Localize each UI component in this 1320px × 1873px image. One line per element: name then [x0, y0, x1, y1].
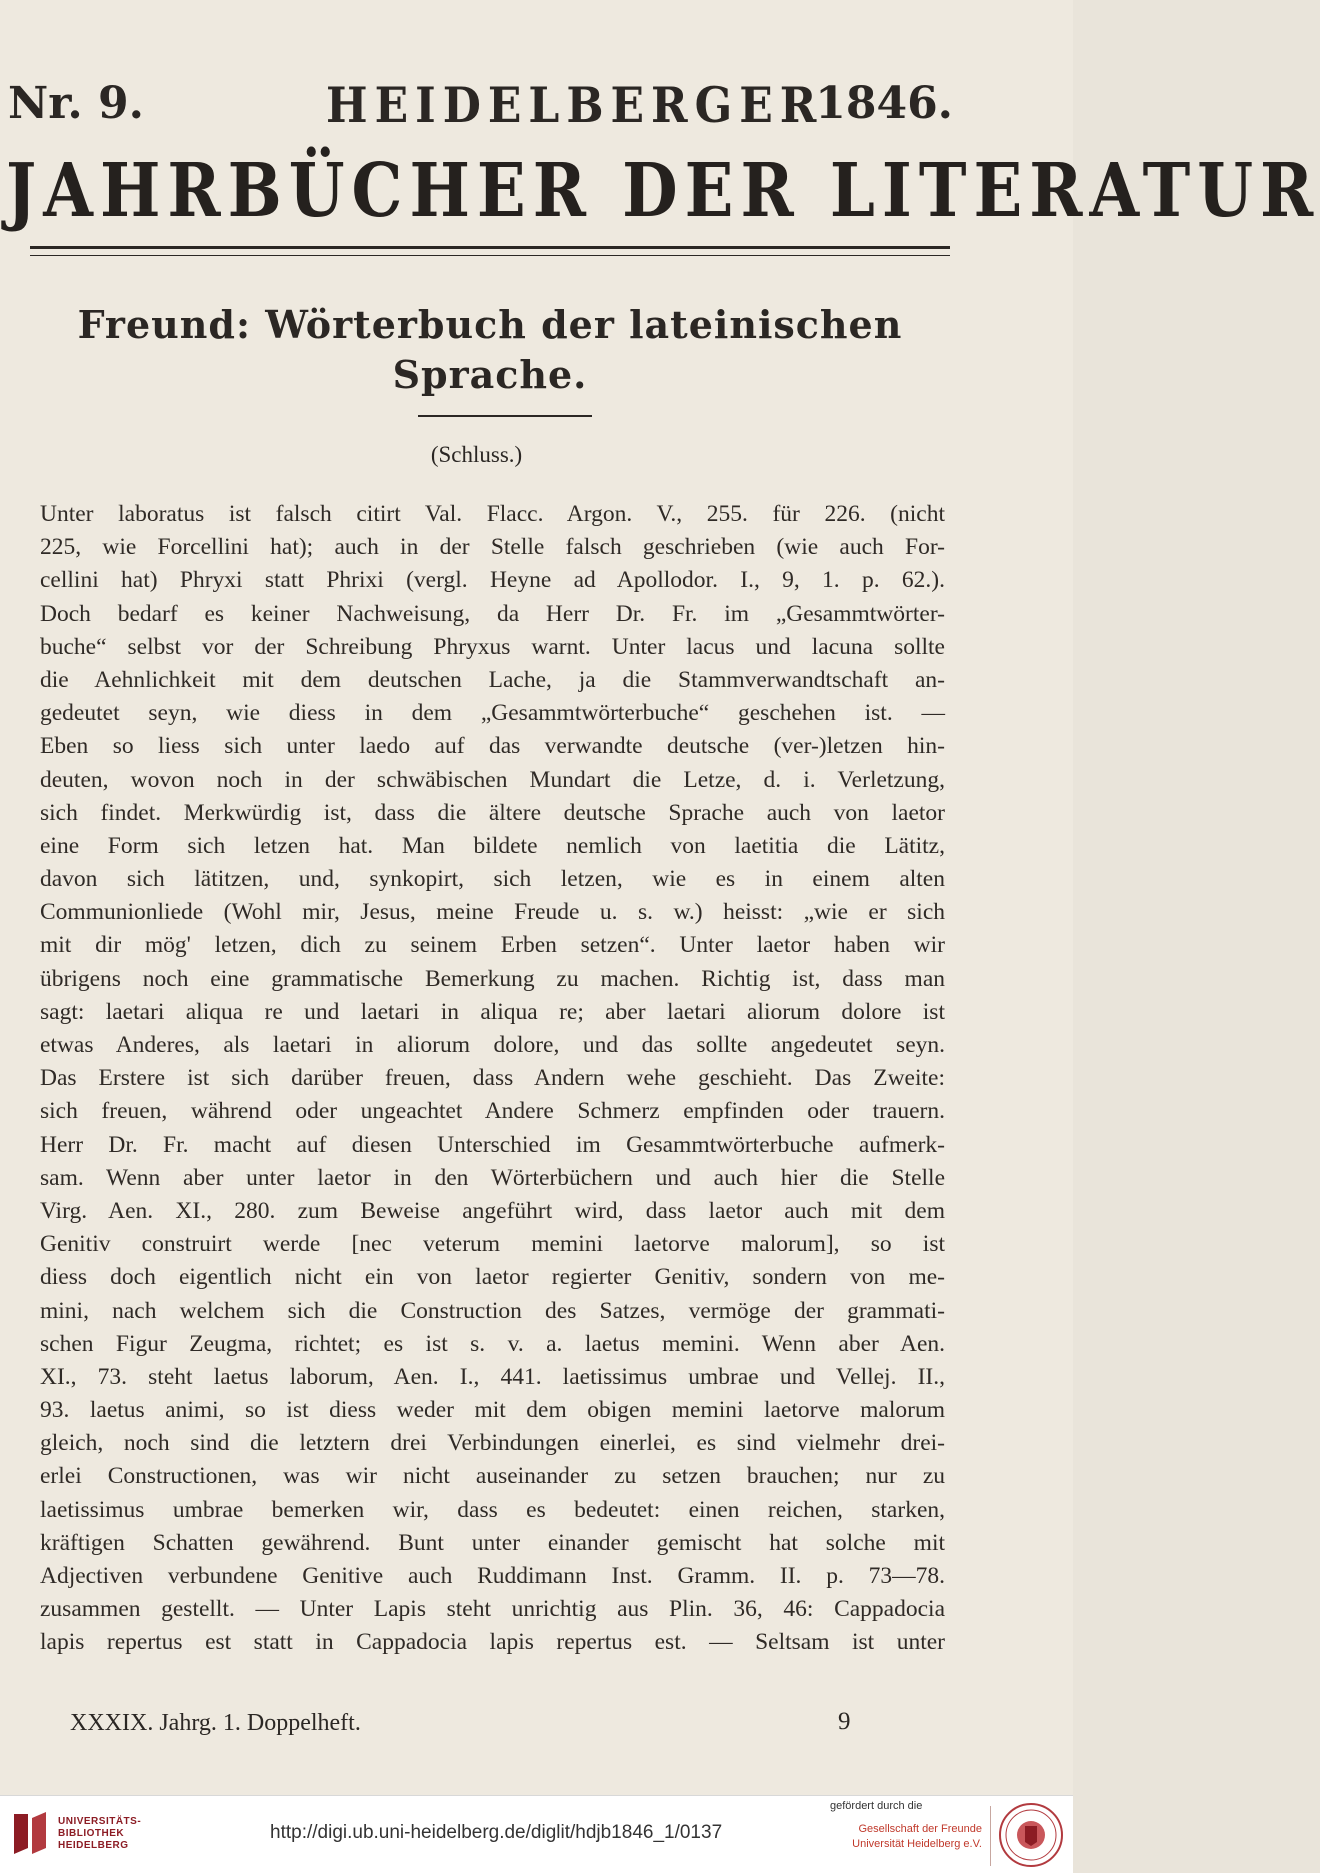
double-rule-divider — [30, 246, 950, 256]
text-line: sich findet. Merkwürdig ist, dass die ältere deutsche Sprache auch von laetor — [40, 799, 945, 826]
text-line: die Aehnlichkeit mit dem deutschen Lache, ja die Stammverwandtschaft an- — [40, 666, 945, 693]
text-line: Herr Dr. Fr. macht auf diesen Unterschied im Gesammtwörterbuche aufmerk- — [40, 1131, 945, 1158]
text-line: 225, wie Forcellini hat); auch in der Stelle falsch geschrieben (wie auch For- — [40, 534, 945, 561]
text-line: Das Erstere ist sich darüber freuen, dass Andern wehe geschieht. Das Zweite: — [40, 1065, 945, 1092]
article-title-line2: Sprache. — [392, 352, 588, 397]
text-line: gleich, noch sind die letztern drei Verbindungen einerlei, es sind vielmehr drei- — [40, 1430, 945, 1457]
text-line: Eben so liess sich unter laedo auf das verwandte deutsche (ver-)letzen hin- — [40, 733, 945, 760]
journal-name: HEIDELBERGER — [326, 78, 824, 135]
text-line: diess doch eigentlich nicht ein von laetor regierter Genitiv, sondern von me- — [40, 1264, 945, 1291]
text-line: Genitiv construirt werde [nec veterum memini laetorve malorum], so ist — [40, 1231, 945, 1258]
text-line: lapis repertus est statt in Cappadocia lapis repertus est. — Seltsam ist unter — [40, 1629, 945, 1656]
permalink-url[interactable]: http://digi.ub.uni-heidelberg.de/diglit/hdjb1846_1/0137 — [270, 1822, 723, 1843]
issue-year: 1846. — [815, 78, 953, 129]
text-line: übrigens noch eine grammatische Bemerkung zu machen. Richtig ist, dass man — [40, 965, 945, 992]
issue-number: Nr. 9. — [8, 78, 144, 129]
text-line: laetissimus umbrae bemerken wir, dass es bedeutet: einen reichen, starken, — [40, 1496, 945, 1523]
text-line: XI., 73. steht laetus laborum, Aen. I., 441. laetissimus umbrae und Vellej. II., — [40, 1363, 945, 1390]
text-line: mini, nach welchem sich die Construction des Satzes, vermöge der grammati- — [40, 1297, 945, 1324]
society-name: Gesellschaft der Freunde Universität Heidelberg e.V. — [852, 1823, 982, 1850]
library-name: UNIVERSITÄTS- BIBLIOTHEK HEIDELBERG — [58, 1816, 142, 1851]
signature-line: XXXIX. Jahrg. 1. Doppelheft. — [70, 1710, 361, 1736]
text-line: Unter laboratus ist falsch citirt Val. Flacc. Argon. V., 255. für 226. (nicht — [40, 501, 945, 527]
text-line: erlei Constructionen, was wir nicht auseinander zu setzen brauchen; nur zu — [40, 1463, 945, 1490]
text-line: Doch bedarf es keiner Nachweisung, da Herr Dr. Fr. im „Gesammtwörter- — [40, 600, 945, 627]
text-line: buche“ selbst vor der Schreibung Phryxus warnt. Unter lacus und lacuna sollte — [40, 633, 945, 660]
text-line: Adjectiven verbundene Genitive auch Ruddimann Inst. Gramm. II. p. 73—78. — [40, 1563, 945, 1589]
signature-number: 9 — [838, 1708, 851, 1735]
text-line: sich freuen, während oder ungeachtet Andere Schmerz empfinden oder trauern. — [40, 1098, 945, 1125]
text-line: deuten, wovon noch in der schwäbischen Mundart die Letze, d. i. Verletzung, — [40, 766, 945, 793]
library-logo-icon — [10, 1808, 50, 1860]
text-line: cellini hat) Phryxi statt Phrixi (vergl. Heyne ad Apollodor. I., 9, 1. p. 62.). — [40, 567, 945, 594]
journal-title: JAHRBÜCHER DER LITERATUR — [6, 148, 1320, 235]
text-line: Virg. Aen. XI., 280. zum Beweise angeführt wird, dass laetor auch mit dem — [40, 1197, 945, 1224]
text-line: etwas Anderes, als laetari in aliorum dolore, und das sollte angedeutet seyn. — [40, 1032, 945, 1058]
text-line: sagt: laetari aliqua re und laetari in aliqua re; aber laetari aliorum dolore ist — [40, 998, 945, 1025]
text-line: davon sich lätitzen, und, synkopirt, sich letzen, wie es in einem alten — [40, 866, 945, 893]
text-line: Communionliede (Wohl mir, Jesus, meine Freude u. s. w.) heisst: „wie er sich — [40, 899, 945, 926]
university-seal-icon — [998, 1802, 1064, 1868]
article-body — [40, 498, 945, 1660]
text-line: 93. laetus animi, so ist diess weder mit dem obigen memini laetorve malorum — [40, 1397, 945, 1424]
supported-by-label: gefördert durch die — [830, 1800, 923, 1812]
text-line: zusammen gestellt. — Unter Lapis steht unrichtig aus Plin. 36, 46: Cappadocia — [40, 1596, 945, 1623]
text-line: mit dir mög' letzen, dich zu seinem Erben setzen“. Unter laetor haben wir — [40, 932, 945, 959]
short-rule-divider — [418, 415, 592, 417]
article-title-line1: Freund: Wörterbuch der lateinischen — [77, 302, 903, 347]
article-subtitle: (Schluss.) — [430, 442, 523, 467]
text-line: schen Figur Zeugma, richtet; es ist s. v. a. laetus memini. Wenn aber Aen. — [40, 1330, 945, 1357]
article-title — [40, 300, 940, 400]
text-line: kräftigen Schatten gewährend. Bunt unter einander gemischt hat solche mit — [40, 1529, 945, 1556]
footer-divider — [990, 1806, 991, 1866]
library-footer-band — [0, 1795, 1073, 1873]
journal-header — [8, 78, 953, 135]
text-line: eine Form sich letzen hat. Man bildete nemlich von laetitia die Lätitz, — [40, 832, 945, 859]
text-line: gedeutet seyn, wie diess in dem „Gesammtwörterbuche“ geschehen ist. — — [40, 700, 945, 727]
text-line: sam. Wenn aber unter laetor in den Wörterbüchern und auch hier die Stelle — [40, 1164, 945, 1191]
